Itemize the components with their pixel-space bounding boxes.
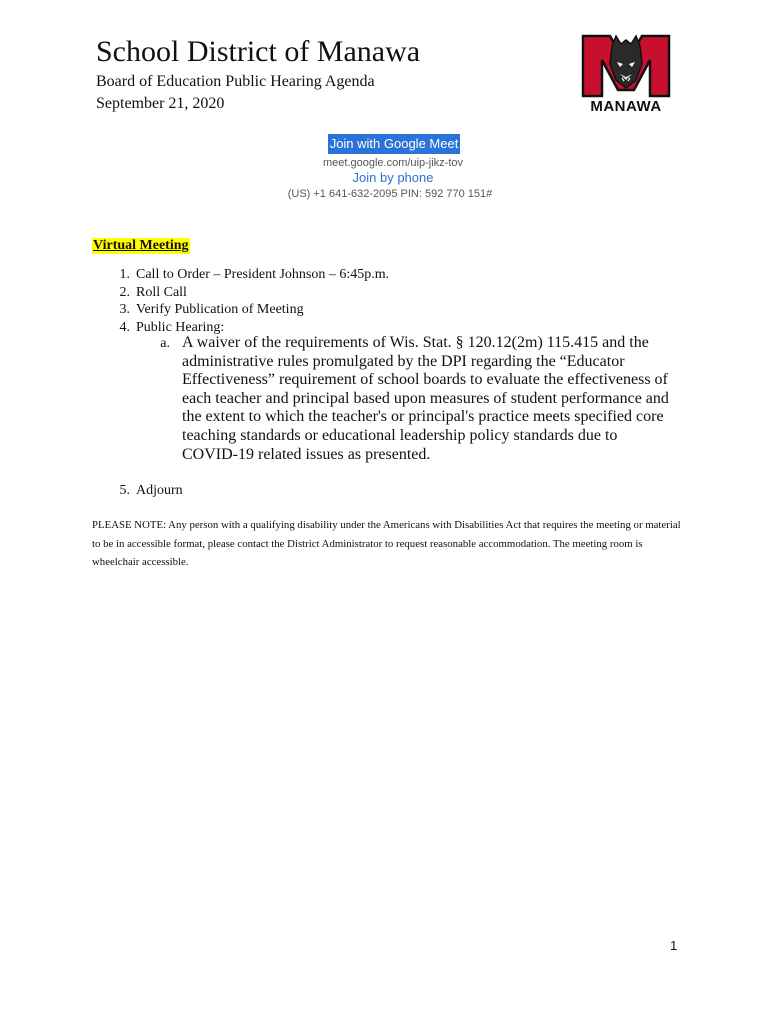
agenda-item-text: Call to Order – President Johnson – 6:45p.m.: [136, 267, 390, 282]
agenda-item-text: Adjourn: [136, 483, 183, 498]
meeting-date: September 21, 2020: [96, 95, 225, 112]
agenda-item-number: 5.: [119, 483, 130, 498]
meeting-links: [0, 134, 770, 202]
agenda-item-text: Roll Call: [136, 284, 187, 300]
sub-item-letter: a.: [160, 336, 170, 351]
agenda-sub-item: [156, 334, 676, 464]
sub-item-text: A waiver of the requirements of Wis. Stat. § 120.12(2m) 115.415 and the administrative rules promulgated by the DPI regarding the “Educator Effectiveness” requirement of school boards to evaluate the effectiveness of each teacher and principal based upon measures of student performance and the extent to which the teacher's or principal's practice meets specified core teaching standards or educational leadership policy standards due to COVID-19 related issues as presented.: [182, 334, 669, 463]
agenda-item: [110, 301, 389, 319]
agenda-item: [110, 284, 389, 302]
phone-details: (US) +1 641-632-2095 PIN: 592 770 151#: [287, 188, 493, 200]
agenda-item-adjourn: [110, 482, 183, 500]
document-title: School District of Manawa: [96, 35, 421, 68]
agenda-item-text: Public Hearing:: [136, 319, 225, 335]
agenda-item-number: 2.: [119, 284, 130, 300]
document-subtitle: Board of Education Public Hearing Agenda: [96, 73, 375, 90]
agenda-item-number: 3.: [119, 302, 130, 317]
agenda-list: [110, 266, 389, 336]
agenda-item-text: Verify Publication of Meeting: [136, 302, 304, 317]
page-number: 1: [670, 938, 678, 953]
manawa-logo: [580, 34, 672, 118]
agenda-item: [110, 266, 389, 284]
join-google-meet-button[interactable]: Join with Google Meet: [328, 134, 461, 154]
meet-url-link[interactable]: meet.google.com/uip-jikz-tov: [322, 157, 463, 169]
agenda-item-number: 1.: [119, 267, 130, 282]
wolf-m-logo-icon: [580, 34, 672, 100]
section-heading: Virtual Meeting: [93, 238, 189, 253]
accessibility-note: PLEASE NOTE: Any person with a qualifying disability under the Americans with Disabilities Act that requires the meeting or material to be in accessible format, please contact the District Administrator to request reasonable accommodation. The meeting room is wheelchair accessible.: [92, 519, 681, 568]
logo-wordmark: MANAWA: [590, 98, 662, 115]
join-by-phone-link[interactable]: Join by phone: [352, 170, 434, 185]
agenda-item-number: 4.: [119, 319, 130, 335]
